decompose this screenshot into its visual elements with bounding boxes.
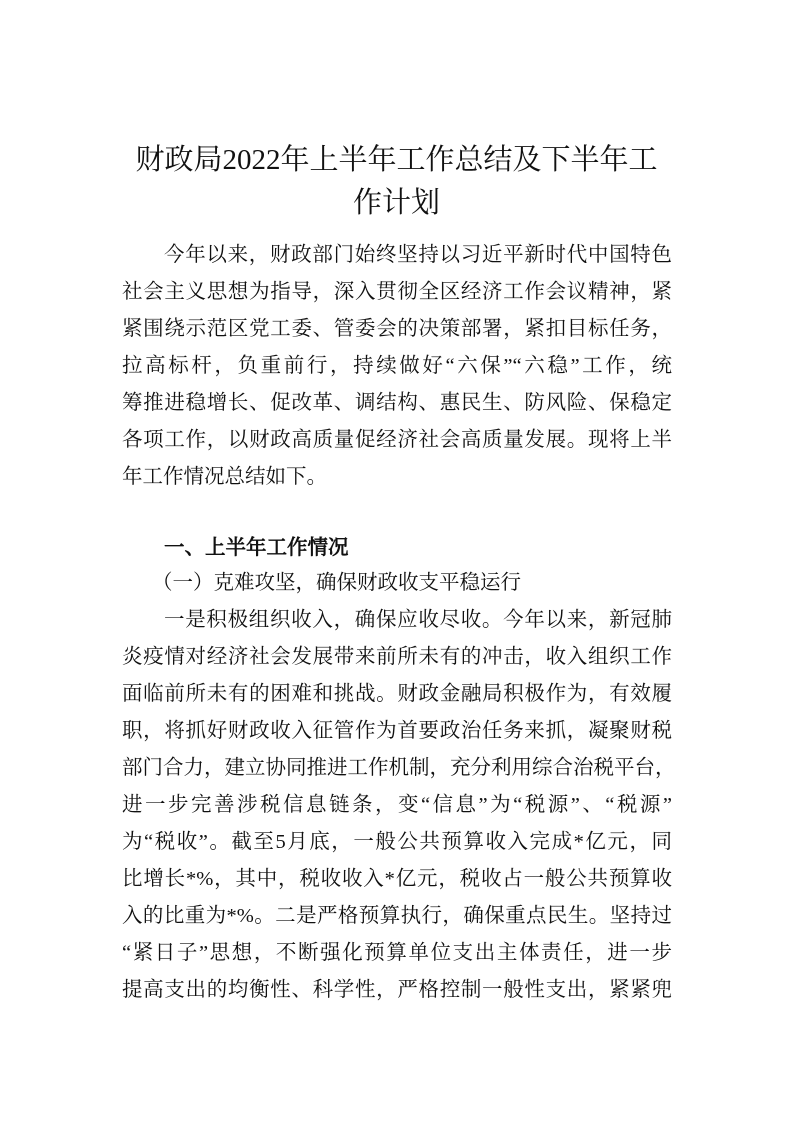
text-line: 提高支出的均衡性、科学性，严格控制一般性支出，紧紧兜 [122, 979, 672, 1001]
text-line: 紧围绕示范区党工委、管委会的决策部署，紧扣目标任务， [122, 318, 672, 340]
text-line: 比增长*%，其中，税收收入*亿元，税收占一般公共预算收 [122, 868, 672, 890]
text-line: 筹推进稳增长、促改革、调结构、惠民生、防风险、保稳定 [122, 392, 672, 414]
text-line: 一是积极组织收入，确保应收尽收。今年以来，新冠肺 [164, 609, 672, 631]
text-line: 部门合力，建立协同推进工作机制，充分利用综合治税平台， [122, 757, 676, 779]
text-line: 职，将抓好财政收入征管作为首要政治任务来抓，凝聚财税 [122, 720, 672, 742]
document-title-line-2: 作计划 [352, 187, 440, 219]
text-line: 为“税收”。截至5月底，一般公共预算收入完成*亿元，同 [122, 831, 672, 853]
document-title-line-1: 财政局2022年上半年工作总结及下半年工 [135, 144, 658, 176]
text-line: 入的比重为*%。二是严格预算执行，确保重点民生。坚持过 [122, 905, 672, 927]
text-line: 今年以来，财政部门始终坚持以习近平新时代中国特色 [164, 244, 672, 266]
text-line: 炎疫情对经济社会发展带来前所未有的冲击，收入组织工作 [122, 646, 672, 668]
text-line: “紧日子”思想，不断强化预算单位支出主体责任，进一步 [122, 942, 672, 964]
section-heading: 一、上半年工作情况 [164, 535, 349, 559]
subsection-heading: （一）克难攻坚，确保财政收支平稳运行 [152, 572, 521, 594]
text-line: 拉高标杆，负重前行，持续做好“六保”“六稳”工作，统 [122, 355, 672, 377]
text-line: 年工作情况总结如下。 [122, 466, 327, 488]
text-line: 进一步完善涉税信息链条，变“信息”为“税源”、“税源” [122, 794, 672, 816]
text-line: 各项工作，以财政高质量促经济社会高质量发展。现将上半 [122, 429, 672, 451]
text-line: 面临前所未有的困难和挑战。财政金融局积极作为，有效履 [122, 683, 672, 705]
text-line: 社会主义思想为指导，深入贯彻全区经济工作会议精神，紧 [122, 281, 672, 303]
